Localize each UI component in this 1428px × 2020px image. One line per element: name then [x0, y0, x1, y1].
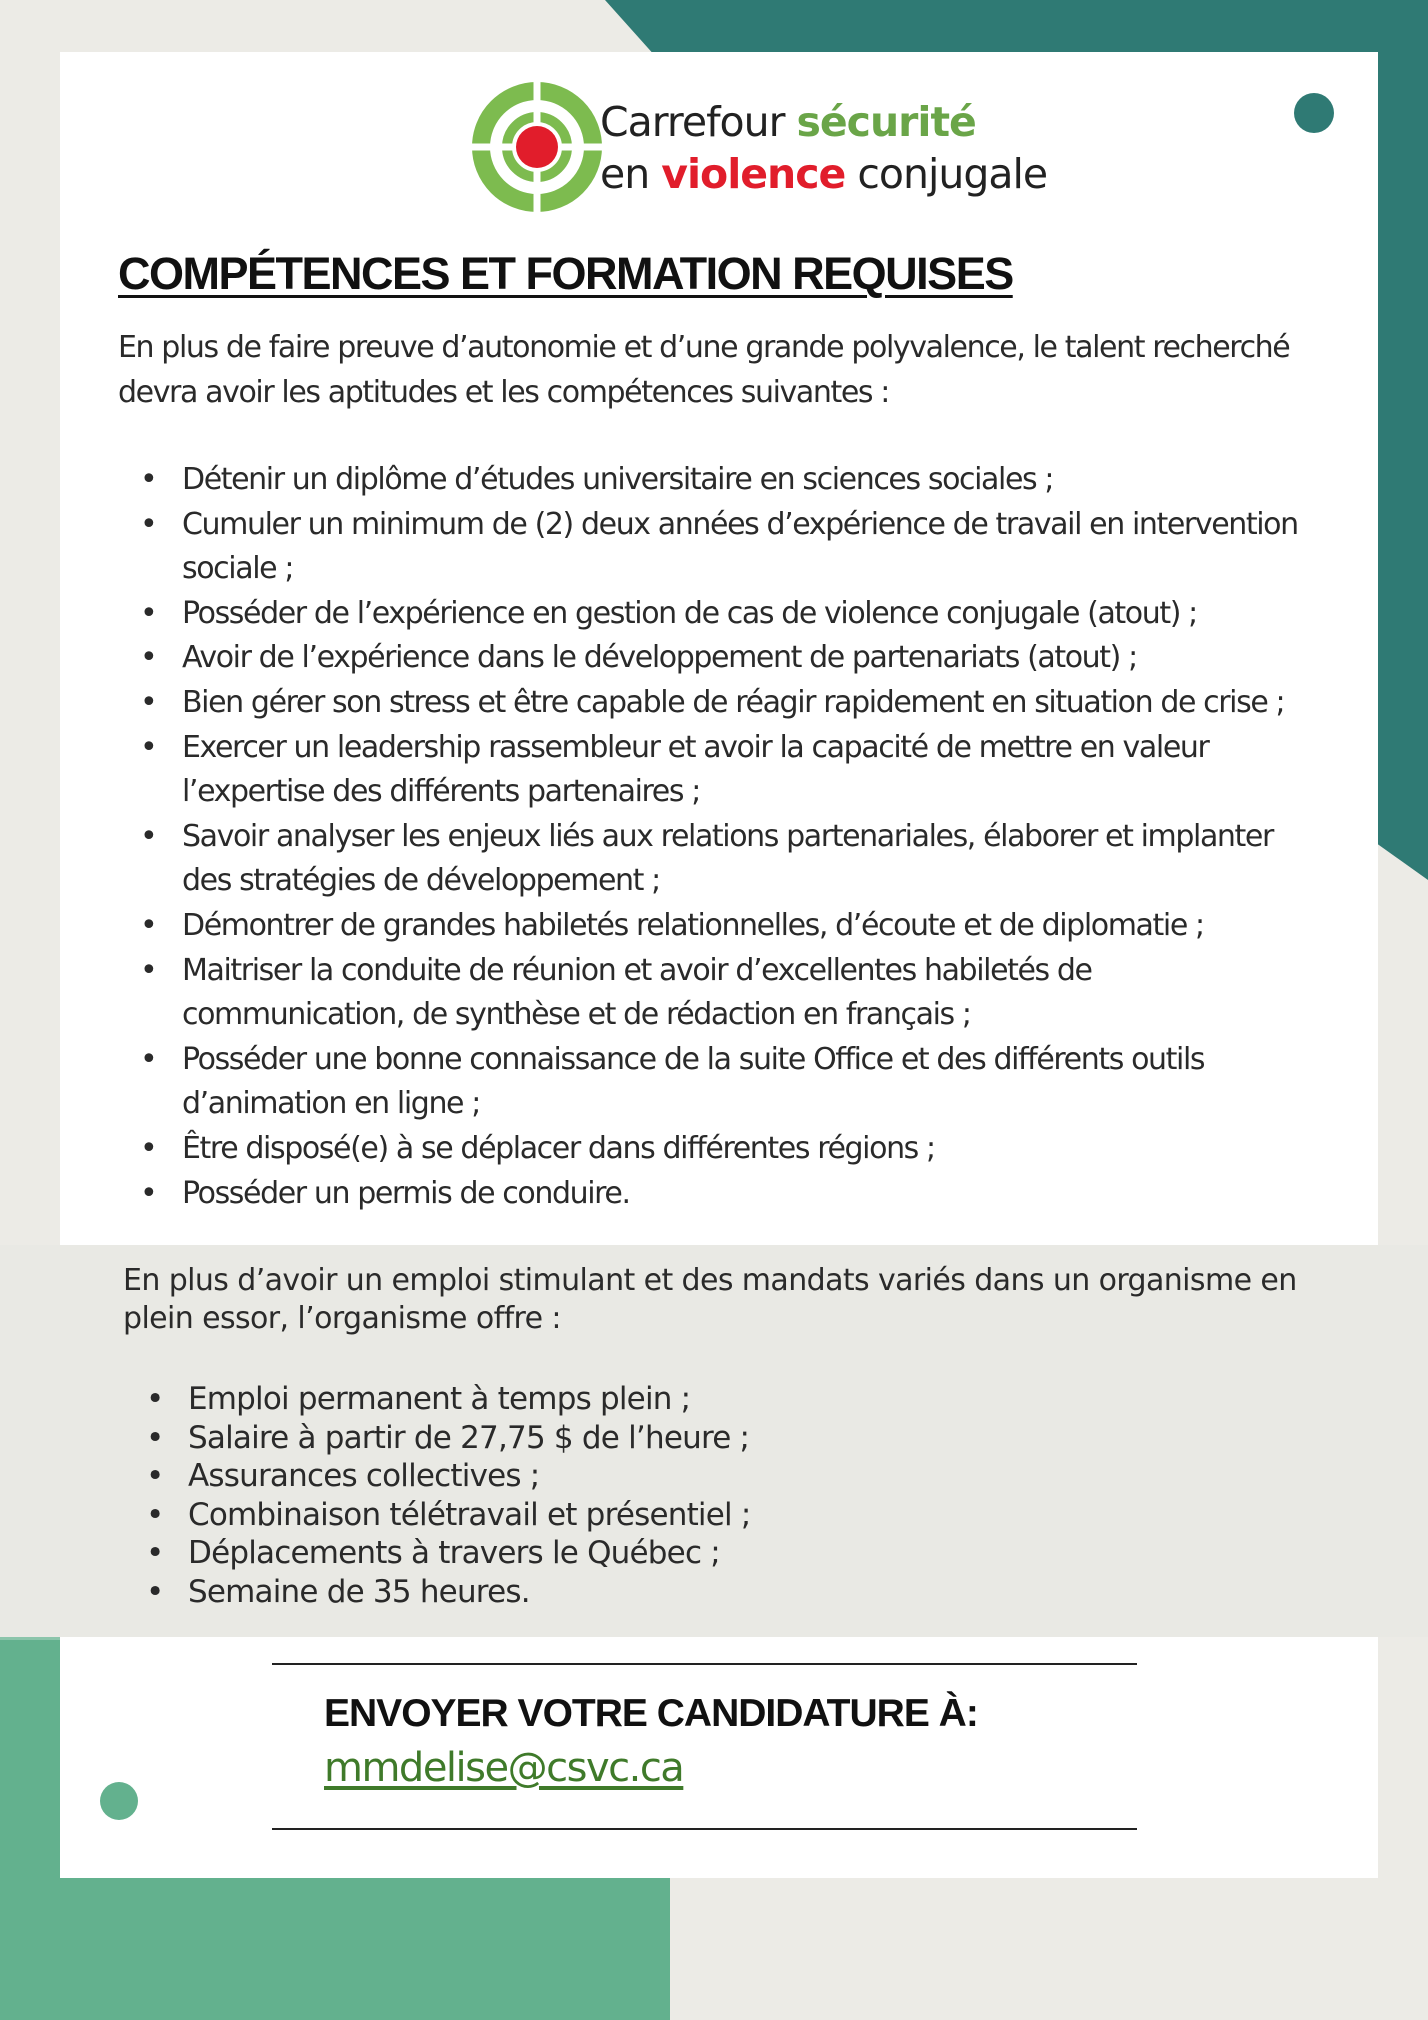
benefits-list [146, 1380, 1046, 1612]
list-item: • Salaire à partir de 27,75 $ de l’heure ; [146, 1419, 1046, 1458]
email-link[interactable]: mmdelise@csvc.ca [324, 1745, 684, 1791]
list-item: • Assurances collectives ; [146, 1457, 1046, 1496]
logo-text-en: en [600, 150, 662, 198]
apply-label: ENVOYER VOTRE CANDIDATURE À: [324, 1692, 978, 1735]
list-item: • Emploi permanent à temps plein ; [146, 1380, 1046, 1419]
list-item: • Déplacements à travers le Québec ; [146, 1534, 1046, 1573]
list-item: • Exercer un leadership rassembleur et avoir la capacité de mettre en valeur l’expertise des différents partenaires ; [140, 726, 1320, 815]
list-item: • Maitriser la conduite de réunion et avoir d’excellentes habiletés de communication, de synthèse et de rédaction en français ; [140, 949, 1320, 1038]
divider-bottom [272, 1828, 1137, 1830]
divider-top [272, 1663, 1137, 1665]
list-item: • Combinaison télétravail et présentiel ; [146, 1496, 1046, 1535]
list-item: • Semaine de 35 heures. [146, 1573, 1046, 1612]
decorative-dot-top [1294, 93, 1334, 133]
logo-text-conjugale: conjugale [845, 150, 1048, 198]
list-item: • Savoir analyser les enjeux liés aux relations partenariales, élaborer et implanter des stratégies de développement ; [140, 815, 1320, 904]
list-item: • Détenir un diplôme d’études universitaire en sciences sociales ; [140, 458, 1320, 503]
list-item: • Posséder un permis de conduire. [140, 1172, 1320, 1217]
logo-text-securite: sécurité [796, 98, 976, 146]
list-item: • Posséder une bonne connaissance de la suite Office et des différents outils d’animation en ligne ; [140, 1038, 1320, 1127]
target-icon [470, 80, 605, 215]
logo-wordmark [600, 96, 1047, 200]
skills-list [140, 458, 1320, 1216]
list-item: • Bien gérer son stress et être capable de réagir rapidement en situation de crise ; [140, 681, 1320, 726]
logo-text-carrefour: Carrefour [600, 98, 797, 146]
list-item: • Avoir de l’expérience dans le développement de partenariats (atout) ; [140, 636, 1320, 681]
list-item: • Posséder de l’expérience en gestion de cas de violence conjugale (atout) ; [140, 592, 1320, 637]
list-item: • Être disposé(e) à se déplacer dans différentes régions ; [140, 1127, 1320, 1172]
intro-paragraph: En plus de faire preuve d’autonomie et d’une grande polyvalence, le talent recherché devra avoir les aptitudes et les compétences suivantes : [118, 330, 1290, 410]
list-item: • Démontrer de grandes habiletés relationnelles, d’écoute et de diplomatie ; [140, 904, 1320, 949]
section-title: COMPÉTENCES ET FORMATION REQUISES [118, 248, 1013, 299]
logo-text-violence: violence [661, 150, 846, 198]
decorative-dot-bottom [100, 1782, 138, 1820]
logo [470, 80, 1048, 215]
list-item: • Cumuler un minimum de (2) deux années d’expérience de travail en intervention sociale ; [140, 503, 1320, 592]
benefits-intro: En plus d’avoir un emploi stimulant et des mandats variés dans un organisme en plein essor, l’organisme offre : [123, 1263, 1297, 1336]
